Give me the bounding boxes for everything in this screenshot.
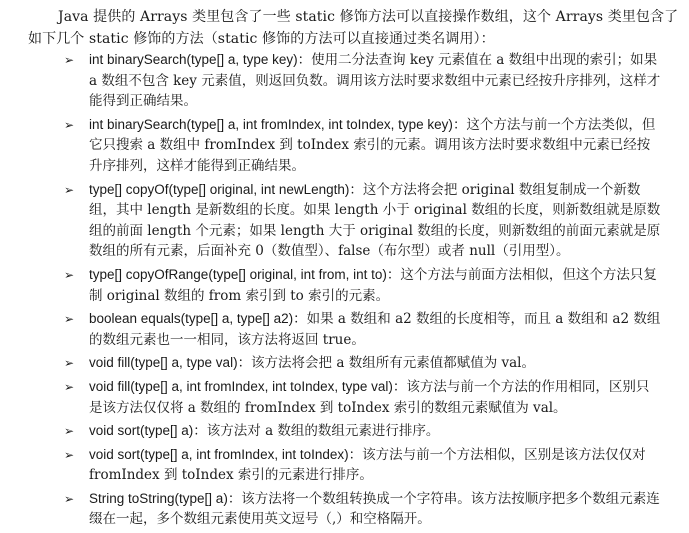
arrow-bullet-icon: ➢ xyxy=(64,424,75,439)
method-description: ：使用二分法查询 key 元素值在 a 数组中出现的索引；如果 a 数组不包含 key 元素值，则返回负数。调用该方法时要求数组中元素已经按升序排列，这样才能得到正确结果。 xyxy=(89,52,661,110)
method-description: ：该方法与前一个方法相似，区别是该方法仅仅对 fromIndex 到 toIndex 索引的元素进行排序。 xyxy=(89,446,646,484)
arrow-bullet-icon: ➢ xyxy=(64,53,75,67)
method-signature: String toString(type[] a) xyxy=(89,490,228,506)
method-description: ：该方法将会把 a 数组所有元素值都赋值为 val。 xyxy=(237,355,535,372)
method-item-equals xyxy=(0,309,689,350)
method-description: ：该方法将一个数组转换成一个字符串。该方法按顺序把多个数组元素连缀在一起，多个数组元素使用英文逗号（,）和空格隔开。 xyxy=(89,490,660,528)
method-signature: void sort(type[] a, int fromIndex, int toIndex) xyxy=(89,446,349,462)
method-signature: boolean equals(type[] a, type[] a2) xyxy=(89,311,294,327)
arrow-bullet-icon: ➢ xyxy=(64,267,75,282)
method-signature: int binarySearch(type[] a, type key) xyxy=(89,52,298,67)
arrow-bullet-icon: ➢ xyxy=(64,312,75,327)
method-item-fill-range xyxy=(0,377,689,418)
arrow-bullet-icon: ➢ xyxy=(64,491,75,506)
method-description: ：如果 a 数组和 a2 数组的长度相等，而且 a 数组和 a2 数组的数组元素也一一相同，该方法将返回 true。 xyxy=(89,311,661,348)
method-signature: void sort(type[] a) xyxy=(89,423,194,439)
method-item-copyof xyxy=(0,180,689,262)
method-signature: void fill(type[] a, type val) xyxy=(89,355,238,371)
method-signature: void fill(type[] a, int fromIndex, int toIndex, type val) xyxy=(89,378,393,394)
method-item-sort-range xyxy=(0,445,689,486)
intro-paragraph: Java 提供的 Arrays 类里包含了一些 static 修饰方法可以直接操作数组，这个 Arrays 类里包含了如下几个 static 修饰的方法（static 修饰的方法可以直接通过类名调用）： xyxy=(28,9,679,47)
method-description: ：这个方法与前一个方法类似，但它只搜索 a 数组中 fromIndex 到 toIndex 索引的元素。调用该方法时要求数组中元素已经按升序排列，这样才能得到正确结果。 xyxy=(89,116,656,174)
method-item-copyofrange xyxy=(0,265,689,306)
method-signature: int binarySearch(type[] a, int fromIndex, int toIndex, type key) xyxy=(89,116,453,132)
method-description: ：该方法与前一个方法的作用相同，区别只是该方法仅仅将 a 数组的 fromIndex 到 toIndex 索引的数组元素赋值为 val。 xyxy=(89,378,650,416)
arrow-bullet-icon: ➢ xyxy=(64,379,75,394)
arrow-bullet-icon: ➢ xyxy=(64,356,75,371)
method-item-binarysearch xyxy=(0,50,689,112)
method-description: ：该方法对 a 数组的数组元素进行排序。 xyxy=(193,423,440,440)
method-item-fill xyxy=(0,353,689,374)
arrow-bullet-icon: ➢ xyxy=(64,447,75,462)
method-list xyxy=(0,50,689,533)
method-description: ：这个方法与前面方法相似，但这个方法只复制 original 数组的 from 索引到 to 索引的元素。 xyxy=(89,266,657,304)
method-signature: type[] copyOf(type[] original, int newLength) xyxy=(89,181,350,197)
method-signature: type[] copyOfRange(type[] original, int from, int to) xyxy=(89,266,387,282)
method-item-binarysearch-range xyxy=(0,115,689,177)
method-description: ：这个方法将会把 original 数组复制成一个新数组，其中 length 是新数组的长度。如果 length 小于 original 数组的长度，则新数组就是原数组的前面 length 个元素；如果 length 大于 original 数组的长度，则新数组的前面元素就是原数组的所有元素，后面补充 0（数值型）、false（布尔型）或者 null（引用型）。 xyxy=(89,181,661,260)
arrow-bullet-icon: ➢ xyxy=(64,117,75,132)
arrow-bullet-icon: ➢ xyxy=(64,182,75,197)
method-item-tostring xyxy=(0,489,689,530)
method-item-sort xyxy=(0,421,689,442)
